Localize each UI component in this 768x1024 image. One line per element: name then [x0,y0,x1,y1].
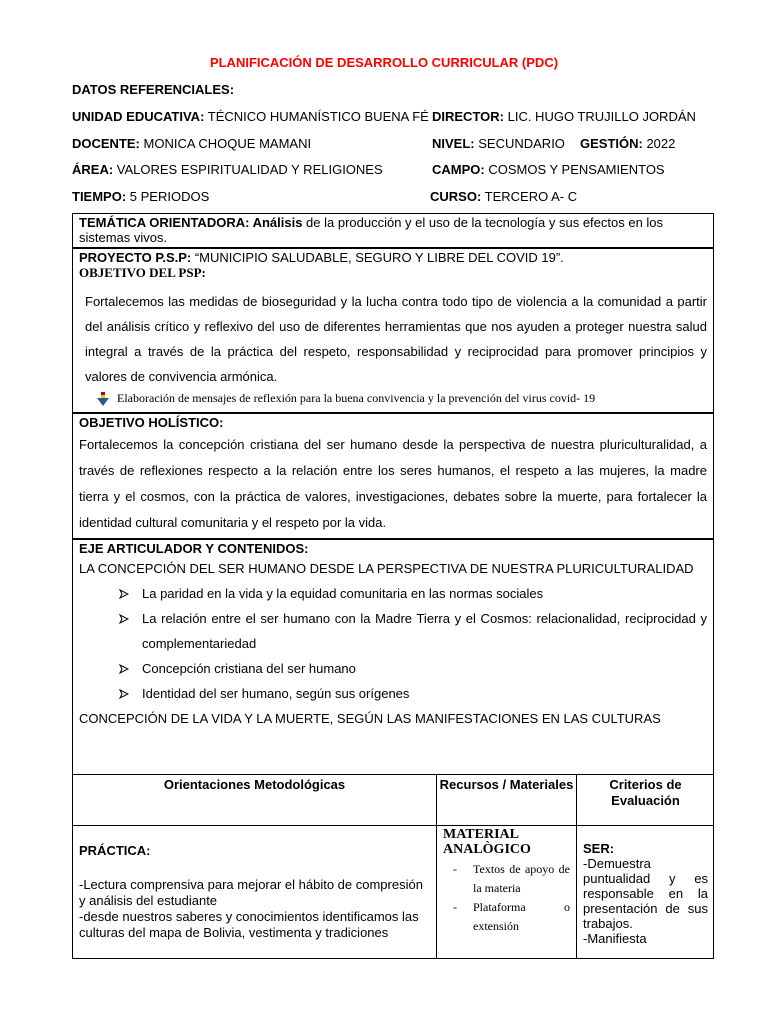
materiales-cell [443,827,570,936]
psp-section [72,248,714,413]
campo: CAMPO: COSMOS Y PENSAMIENTOS [432,162,665,177]
psp-bullet: Elaboración de mensajes de reflexión para la buena convivencia y la prevención del virus covid- 19 [79,391,707,406]
tematica-text: de la producción y el uso de la tecnología y sus efectos en los sistemas vivos. [79,215,664,245]
arrow-right-bullet-icon [119,614,129,624]
arrow-down-bullet-icon [97,392,109,406]
tematica-section [72,213,714,248]
material-list [443,860,570,936]
eje-content-list [79,581,707,706]
list-item: - Textos de apoyo de la materia [453,862,570,895]
practica-label: PRÁCTICA: [79,843,151,858]
arrow-right-bullet-icon [119,689,129,699]
arrow-right-bullet-icon [119,664,129,674]
tematica-bold-word: Análisis [249,215,303,230]
eje-section [72,539,714,775]
eje-heading-1: LA CONCEPCIÓN DEL SER HUMANO DESDE LA PERSPECTIVA DE NUESTRA PLURICULTURALIDAD [79,561,694,576]
material-title: MATERIAL ANALÒGICO [443,827,531,857]
eje-label: EJE ARTICULADOR Y CONTENIDOS: [79,541,309,556]
psp-project: PROYECTO P.S.P: “MUNICIPIO SALUDABLE, SEGURO Y LIBRE DEL COVID 19”. [79,250,564,265]
datos-heading: DATOS REFERENCIALES: [72,82,235,97]
tematica-label: TEMÁTICA ORIENTADORA: [79,215,250,230]
tiempo: TIEMPO: 5 PERIODOS [72,189,210,204]
methodology-table [72,774,714,959]
nivel: NIVEL: SECUNDARIO [432,136,565,151]
ser-label: SER: [583,841,615,856]
recursos-column [437,775,577,958]
unidad-educativa: UNIDAD EDUCATIVA: TÉCNICO HUMANÍSTICO BUENA FÉ [72,109,429,124]
col-header-recursos: Recursos / Materiales [439,777,574,792]
gestion: GESTIÓN: 2022 [580,136,676,151]
ser-item: -Demuestra puntualidad y es responsable en la presentación de sus trabajos. [583,856,708,931]
ser-item: -Manifiesta [583,931,647,946]
curso: CURSO: TERCERO A- C [430,189,578,204]
eje-heading-2: CONCEPCIÓN DE LA VIDA Y LA MUERTE, SEGÚN LAS MANIFESTACIONES EN LAS CULTURAS [79,711,661,726]
practica-cell [79,843,430,941]
list-item: Identidad del ser humano, según sus orígenes [119,681,707,706]
docente: DOCENTE: MONICA CHOQUE MAMANI [72,136,312,151]
holistico-section [72,413,714,539]
practica-item: -desde nuestros saberes y conocimientos identificamos las culturas del mapa de Bolivia, vestimenta y tradiciones [79,909,419,940]
area: ÁREA: VALORES ESPIRITUALIDAD Y RELIGIONES [72,162,383,177]
practica-item: -Lectura comprensiva para mejorar el hábito de compresión y análisis del estudiante [79,877,423,908]
list-item: - Plataforma o extensión [453,900,570,933]
col-header-criterios: Criterios de Evaluación [609,777,682,808]
holistico-text: Fortalecemos la concepción cristiana del ser humano desde la perspectiva de nuestra pluriculturalidad, a través de reflexiones respecto a la relación entre los seres humanos, el respeto a las mujeres, la madre tierra y el cosmos, con la práctica de valores, investigaciones, debates sobre la muerte, para fortalecer la identidad cultural comunitaria y el respeto por la vida. [79,437,707,530]
orientaciones-column [73,775,437,958]
col-header-orientaciones: Orientaciones Metodológicas [163,777,346,792]
criterios-column [577,775,714,958]
psp-objective-text: Fortalecemos las medidas de bioseguridad y la lucha contra todo tipo de violencia a la comunidad a partir del análisis crítico y reflexivo del uso de diferentes herramientas que nos ayuden a proteger nuestra salud integral a través de la práctica del respeto, responsabilidad y reciprocidad para promover principios y valores de convivencia armónica. [85,294,707,384]
psp-objective-title: OBJETIVO DEL PSP: [79,265,206,280]
list-item: Concepción cristiana del ser humano [119,656,707,681]
list-item: La relación entre el ser humano con la Madre Tierra y el Cosmos: relacionalidad, reciprocidad y complementariedad [119,606,707,656]
arrow-right-bullet-icon [119,589,129,599]
page-title: PLANIFICACIÓN DE DESARROLLO CURRICULAR (PDC) [209,55,559,70]
director: DIRECTOR: LIC. HUGO TRUJILLO JORDÁN [432,109,696,124]
holistico-label: OBJETIVO HOLÍSTICO: [79,415,224,430]
ser-cell [583,841,708,946]
list-item: La paridad en la vida y la equidad comunitaria en las normas sociales [119,581,707,606]
